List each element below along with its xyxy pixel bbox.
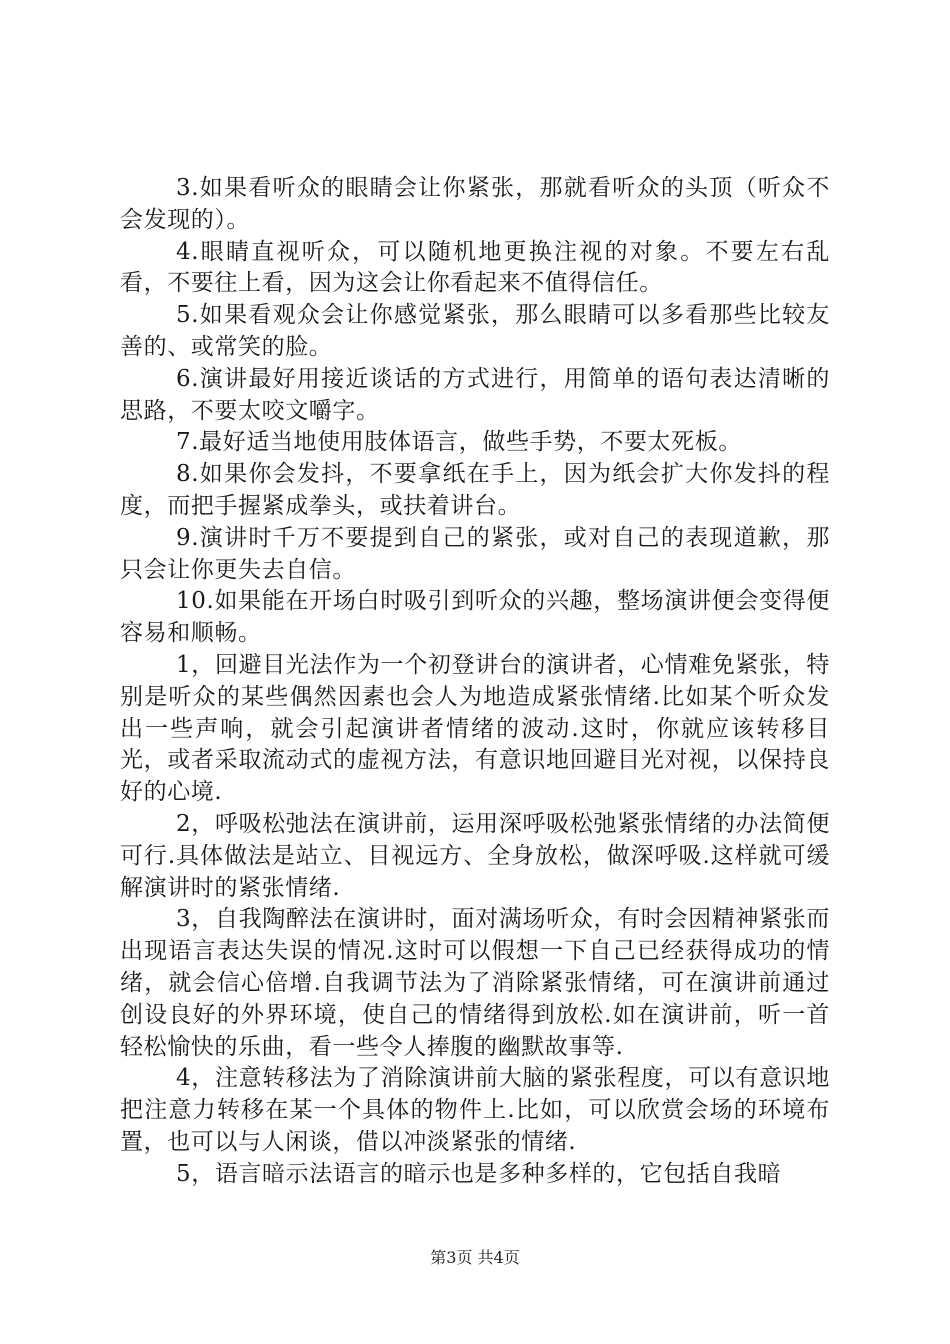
- paragraph: 4.眼睛直视听众，可以随机地更换注视的对象。不要左右乱看，不要往上看，因为这会让你看起来不值得信任。: [120, 238, 830, 297]
- page-number-footer: 第3页 共4页: [430, 1248, 520, 1267]
- paragraph: 6.演讲最好用接近谈话的方式进行，用简单的语句表达清晰的思路，不要太咬文嚼字。: [120, 365, 830, 424]
- paragraph: 5.如果看观众会让你感觉紧张，那么眼睛可以多看那些比较友善的、或常笑的脸。: [120, 302, 830, 360]
- paragraph: 8.如果你会发抖，不要拿纸在手上，因为纸会扩大你发抖的程度，而把手握紧成拳头，或扶着讲台。: [120, 461, 830, 519]
- paragraph: 5，语言暗示法语言的暗示也是多种多样的，它包括自我暗: [176, 1160, 782, 1187]
- paragraph: 9.演讲时千万不要提到自己的紧张，或对自己的表现道歉，那只会让你更失去自信。: [120, 524, 830, 583]
- body-text: [120, 173, 830, 1191]
- paragraph: 10.如果能在开场白时吸引到听众的兴趣，整场演讲便会变得便容易和顺畅。: [120, 588, 830, 647]
- paragraph: 2，呼吸松弛法在演讲前，运用深呼吸松弛紧张情绪的办法简便可行.具体做法是站立、目视远方、全身放松，做深呼吸.这样就可缓解演讲时的紧张情绪.: [120, 810, 830, 901]
- paragraph: 1，回避目光法作为一个初登讲台的演讲者，心情难免紧张，特别是听众的某些偶然因素也会人为地造成紧张情绪.比如某个听众发出一些声响，就会引起演讲者情绪的波动.这时，你就应该转移目光，或者采取流动式的虚视方法，有意识地回避目光对视，以保持良好的心境.: [120, 651, 830, 806]
- paragraph: 7.最好适当地使用肢体语言，做些手势，不要太死板。: [176, 429, 742, 456]
- paragraph: 4，注意转移法为了消除演讲前大脑的紧张程度，可以有意识地把注意力转移在某一个具体的物件上.比如，可以欣赏会场的环境布置，也可以与人闲谈，借以冲淡紧张的情绪.: [120, 1065, 830, 1155]
- paragraph: 3.如果看听众的眼睛会让你紧张，那就看听众的头顶（听众不会发现的）。: [120, 175, 830, 233]
- paragraph: 3，自我陶醉法在演讲时，面对满场听众，有时会因精神紧张而出现语言表达失误的情况.这时可以假想一下自己已经获得成功的情绪，就会信心倍增.自我调节法为了消除紧张情绪，可在演讲前通过创设良好的外界环境，使自己的情绪得到放松.如在演讲前，听一首轻松愉快的乐曲，看一些令人捧腹的幽默故事等.: [120, 906, 830, 1060]
